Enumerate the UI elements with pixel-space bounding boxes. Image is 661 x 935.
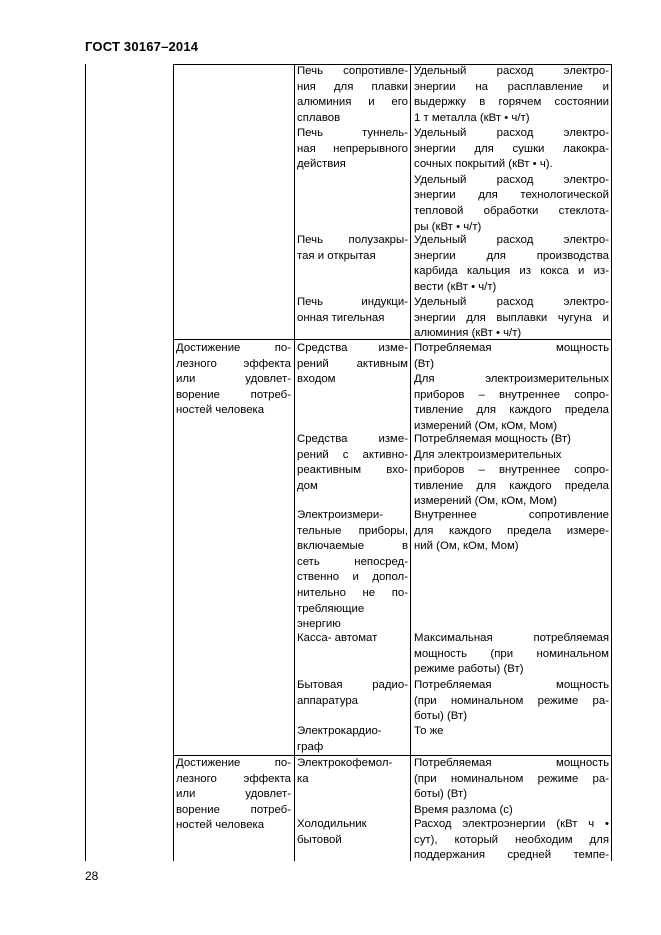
cell-text-line: Достижение по- [176, 342, 291, 354]
table-cell [297, 724, 408, 755]
column-border-5 [611, 64, 612, 861]
cell-text-line: аппаратура [297, 694, 359, 707]
cell-text-line: алюминия (кВт • ч/т) [414, 327, 522, 340]
cell-text-line: Печь сопротивле- [297, 65, 408, 77]
column-border-3 [294, 64, 295, 861]
cell-text-line: Касса- автомат [297, 632, 378, 644]
cell-text-line: (при номинальном режиме ра- [414, 772, 609, 785]
cell-text-line: (Вт) [414, 357, 435, 370]
cell-text-line: боты) (Вт) [414, 788, 467, 801]
cell-text-line: тельные приборы, [297, 524, 408, 537]
cell-text-line: входом [297, 373, 336, 386]
table-cell [297, 678, 408, 709]
cell-text-line: измерений (Ом, кОм, Мом) [414, 419, 557, 432]
cell-text-line: ка [297, 772, 309, 785]
cell-text-line: Потребляемая мощность (Вт) [414, 433, 571, 445]
table-cell [297, 341, 408, 388]
cell-text-line: нительно не по- [297, 586, 408, 599]
page-header: ГОСТ 30167–2014 [85, 39, 199, 54]
cell-text-line: поддержания средней темпе- [414, 849, 609, 862]
cell-text-line: измерений (Ом, кОм, Мом) [414, 495, 557, 508]
cell-text-line: лезного эффекта [176, 772, 291, 785]
cell-text-line: Потребляемая мощность [414, 342, 609, 354]
cell-text-line: требляющие [297, 602, 365, 615]
cell-text-line: действия [297, 158, 346, 171]
cell-text-line: энергии для сушки лакокра- [414, 142, 609, 155]
table-cell [414, 126, 609, 235]
table-cell [414, 432, 609, 510]
cell-text-line: Для электроизмерительных [414, 448, 562, 461]
column-border-1 [85, 64, 86, 861]
cell-text-line: или удовлет- [176, 788, 291, 801]
cell-text-line: тивление для каждого предела [414, 479, 609, 492]
cell-text-line: ностей человека [176, 819, 265, 832]
cell-text-line: Расход электроэнергии (кВт ч • [414, 818, 609, 830]
cell-text-line: выдержку в горячем состоянии [414, 96, 609, 109]
cell-text-line: сеть непосред- [297, 555, 408, 568]
cell-text-line: ная непрерывного [297, 142, 408, 155]
cell-text-line: тая и открытая [297, 249, 376, 262]
cell-text-line: ственно и допол- [297, 571, 408, 584]
cell-text-line: ний (Ом, кОм, Мом) [414, 540, 519, 553]
cell-text-line: энергии для технологической [414, 189, 609, 202]
cell-text-line: энергии для выплавки чугуна и [414, 311, 609, 324]
cell-text-line: 1 т металла (кВт • ч/т) [414, 111, 530, 124]
cell-text-line: Холодильник [297, 818, 367, 830]
cell-text-line: энергию [297, 618, 341, 631]
cell-text-line: режиме работы) (Вт) [414, 663, 524, 676]
cell-text-line: Электроизмери- [297, 509, 384, 521]
cell-text-line: Электрокардио- [297, 725, 382, 737]
table-cell [414, 64, 609, 126]
cell-text-line: или удовлет- [176, 373, 291, 386]
cell-text-line: боты) (Вт) [414, 710, 467, 723]
cell-text-line: тивление для каждого предела [414, 404, 609, 417]
cell-text-line: алюминия и его [297, 96, 408, 109]
cell-text-line: тепловой обработки стеклота- [414, 204, 609, 217]
table-cell [414, 233, 609, 295]
cell-text-line: ворение потреб- [176, 388, 291, 401]
table-cell [297, 756, 408, 787]
cell-text-line: Внутреннее сопротивление [414, 509, 609, 521]
table-cell [297, 817, 408, 848]
cell-text-line: приборов – внутреннее сопро- [414, 464, 609, 477]
table-cell [414, 678, 609, 725]
table-cell [297, 233, 408, 264]
cell-text-line: мощность (при номинальном [414, 647, 609, 660]
cell-text-line: сочных покрытий (кВт • ч). [414, 158, 553, 171]
page-number: 28 [85, 869, 99, 883]
cell-text-line: Удельный расход электро- [414, 127, 609, 139]
cell-text-line: ворение потреб- [176, 803, 291, 816]
cell-text-line: Печь полузакры- [297, 234, 408, 246]
cell-text-line: Время разлома (с) [414, 803, 513, 816]
cell-text-line: ностей человека [176, 404, 265, 417]
column-border-2 [173, 64, 174, 861]
table-cell [297, 64, 408, 126]
table-cell [414, 341, 609, 435]
cell-text-line: Удельный расход электро- [414, 173, 609, 186]
table-cell [414, 508, 609, 555]
table-cell [297, 432, 408, 494]
table-cell [414, 817, 609, 864]
table-cell [297, 508, 408, 633]
cell-text-line: Потребляемая мощность [414, 757, 609, 769]
cell-text-line: Удельный расход электро- [414, 65, 609, 77]
table-cell [176, 756, 291, 834]
cell-text-line: Средства изме- [297, 433, 408, 445]
table-cell [176, 341, 291, 419]
cell-text-line: рений активным [297, 357, 408, 370]
table-cell [414, 631, 609, 678]
cell-text-line: онная тигельная [297, 311, 385, 324]
cell-text-line: Удельный расход электро- [414, 296, 609, 308]
table-cell [414, 724, 609, 740]
table-cell [414, 756, 609, 818]
cell-text-line: Средства изме- [297, 342, 408, 354]
cell-text-line: бытовой [297, 833, 342, 846]
cell-text-line: Электрокофемол- [297, 757, 393, 769]
cell-text-line: для каждого предела измере- [414, 524, 609, 537]
cell-text-line: Максимальная потребляемая [414, 632, 609, 644]
table-cell [297, 126, 408, 173]
column-border-4 [410, 64, 411, 861]
cell-text-line: включаемые в [297, 540, 408, 553]
cell-text-line: карбида кальция из кокса и из- [414, 265, 609, 278]
cell-text-line: Печь индукци- [297, 296, 408, 308]
cell-text-line: Потребляемая мощность [414, 679, 609, 691]
cell-text-line: (при номинальном режиме ра- [414, 694, 609, 707]
cell-text-line: дом [297, 479, 318, 492]
table-cell [297, 295, 408, 326]
cell-text-line: приборов – внутреннее сопро- [414, 388, 609, 401]
cell-text-line: рений с активно- [297, 448, 408, 461]
cell-text-line: граф [297, 740, 324, 753]
cell-text-line: ры (кВт • ч/т) [414, 220, 482, 233]
table-cell [297, 631, 408, 647]
cell-text-line: Достижение по- [176, 757, 291, 769]
cell-text-line: реактивным вхо- [297, 464, 408, 477]
table-cell [414, 295, 609, 342]
cell-text-line: вести (кВт • ч/т) [414, 280, 497, 293]
cell-text-line: Бытовая радио- [297, 679, 408, 691]
cell-text-line: Для электроизмерительных [414, 373, 609, 386]
cell-text-line: ния для плавки [297, 80, 408, 93]
cell-text-line: Удельный расход электро- [414, 234, 609, 246]
cell-text-line: То же [414, 725, 444, 737]
cell-text-line: сут), который необходим для [414, 833, 609, 846]
cell-text-line: Печь туннель- [297, 127, 408, 139]
cell-text-line: энергии на расплавление и [414, 80, 609, 93]
cell-text-line: лезного эффекта [176, 357, 291, 370]
cell-text-line: энергии для производства [414, 249, 609, 262]
cell-text-line: сплавов [297, 111, 341, 124]
